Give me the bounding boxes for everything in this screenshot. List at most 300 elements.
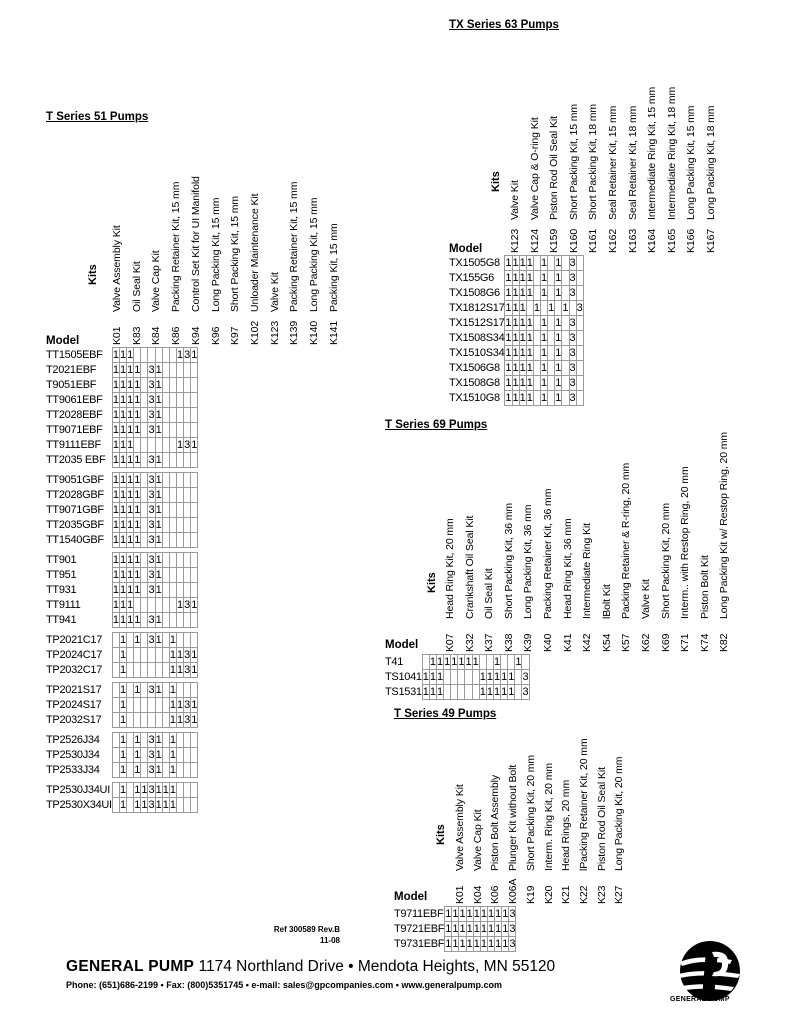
kit-quantity-cell: 1 <box>541 362 548 374</box>
kit-quantity-cell <box>191 453 198 468</box>
kit-quantity-cell: 1 <box>134 764 141 776</box>
kit-description-header: Plunger Kit without Bolt <box>507 764 520 871</box>
kit-quantity-cell <box>141 553 148 568</box>
kit-quantity-cell: 1 <box>512 377 519 389</box>
kit-quantity-cell: 1 <box>155 784 162 796</box>
kit-quantity-cell <box>169 378 176 393</box>
kit-quantity-cell <box>533 331 540 346</box>
kit-quantity-cell: 1 <box>191 714 198 726</box>
kit-quantity-cell: 1 <box>512 302 519 314</box>
kit-quantity-cell <box>548 391 555 406</box>
kit-quantity-cell: 1 <box>176 439 184 451</box>
kit-description-header: Valve Cap Kit <box>150 250 163 312</box>
kit-quantity-cell: 1 <box>134 409 141 421</box>
kit-quantity-cell <box>155 598 162 613</box>
kit-quantity-cell: 1 <box>134 504 141 516</box>
table-row <box>394 937 516 952</box>
kit-quantity-cell <box>141 348 148 363</box>
kit-quantity-cell: 1 <box>429 686 436 698</box>
kit-quantity-cell: 3 <box>148 764 155 776</box>
kit-quantity-cell: 1 <box>519 302 526 314</box>
kit-description-header: Short Packing Kit, 20 mm <box>524 754 537 871</box>
kit-quantity-cell: 3 <box>148 734 155 746</box>
t51-kits-label: Kits <box>87 264 99 285</box>
kit-quantity-cell <box>176 613 183 628</box>
kit-code-header: K01 <box>111 326 123 345</box>
kit-quantity-cell <box>191 783 198 798</box>
table-row <box>46 503 198 518</box>
table-row <box>449 301 583 316</box>
kit-quantity-cell <box>562 391 569 406</box>
kit-quantity-cell <box>576 286 583 301</box>
kit-quantity-cell <box>548 376 555 391</box>
kit-quantity-cell: 1 <box>141 799 148 811</box>
kit-quantity-cell <box>191 378 198 393</box>
kit-quantity-cell: 1 <box>169 784 176 796</box>
kit-quantity-cell <box>191 613 198 628</box>
kit-quantity-cell <box>112 633 119 648</box>
kit-quantity-cell: 1 <box>155 454 162 466</box>
kit-quantity-cell: 1 <box>169 749 176 761</box>
kit-quantity-cell: 1 <box>119 554 127 566</box>
kit-quantity-cell <box>162 438 169 453</box>
kit-quantity-cell <box>169 393 176 408</box>
kit-quantity-cell <box>141 733 148 748</box>
kit-quantity-cell: 1 <box>134 424 141 436</box>
model-number: T9731EBF <box>394 938 445 950</box>
kit-quantity-cell <box>176 503 183 518</box>
tx63-model-label: Model <box>449 243 483 255</box>
kit-quantity-cell: 1 <box>155 764 162 776</box>
table-row <box>46 798 198 813</box>
table-row <box>46 683 198 698</box>
kit-quantity-cell: 1 <box>466 908 473 920</box>
kit-quantity-cell: 1 <box>127 569 134 581</box>
kit-quantity-cell: 1 <box>155 519 162 531</box>
kit-quantity-cell <box>576 346 583 361</box>
kit-quantity-cell <box>176 763 183 778</box>
kit-quantity-cell <box>184 748 191 763</box>
kit-quantity-cell <box>184 783 191 798</box>
kit-quantity-cell: 3 <box>569 377 576 389</box>
kit-quantity-cell: 1 <box>451 656 458 668</box>
kit-quantity-cell: 1 <box>112 409 119 421</box>
kit-quantity-cell: 1 <box>119 764 127 776</box>
t49-kits-label: Kits <box>435 824 447 845</box>
kit-quantity-cell: 3 <box>569 347 576 359</box>
kit-quantity-cell: 1 <box>119 649 127 661</box>
kit-quantity-cell: 3 <box>522 686 529 698</box>
kit-description-header: Long Packing Kit w/ Restop Ring, 20 mm <box>718 431 731 619</box>
kit-description-header: Valve Kit <box>640 579 652 619</box>
kit-quantity-cell <box>576 331 583 346</box>
table-row <box>46 663 198 678</box>
table-row <box>46 473 198 488</box>
model-number: T9051EBF <box>46 379 97 391</box>
kit-quantity-cell <box>541 301 548 316</box>
kit-code-header: K163 <box>626 228 639 253</box>
kit-quantity-cell: 1 <box>487 923 495 935</box>
kit-quantity-cell: 1 <box>512 287 519 299</box>
kit-quantity-cell: 3 <box>148 569 155 581</box>
kit-quantity-cell: 1 <box>505 272 512 284</box>
kit-quantity-cell <box>127 648 134 663</box>
kit-quantity-cell <box>162 518 169 533</box>
kit-quantity-cell: 1 <box>526 317 533 329</box>
kit-code-header: K102 <box>248 320 261 345</box>
kit-quantity-cell: 1 <box>458 656 465 668</box>
kit-quantity-cell: 1 <box>191 664 198 676</box>
kit-quantity-cell <box>141 748 148 763</box>
kit-quantity-cell: 1 <box>541 257 548 269</box>
kit-quantity-cell: 1 <box>169 664 176 676</box>
kit-description-header: Piston Bolt Kit <box>698 555 711 619</box>
kit-quantity-cell <box>569 301 576 316</box>
kit-quantity-cell <box>169 533 176 548</box>
model-number: TT9051GBF <box>46 474 104 486</box>
kit-quantity-cell: 3 <box>148 784 155 796</box>
kit-quantity-cell <box>548 316 555 331</box>
kit-quantity-cell: 1 <box>480 908 487 920</box>
kit-quantity-cell <box>191 393 198 408</box>
kit-quantity-cell: 1 <box>459 908 466 920</box>
kit-quantity-cell <box>562 316 569 331</box>
kit-description-header: Short Packing Kit, 20 mm <box>659 502 672 619</box>
model-number: TP2021C17 <box>46 634 103 646</box>
table-row <box>449 391 583 406</box>
kit-quantity-cell: 1 <box>112 424 119 436</box>
model-number: TP2530J34 <box>46 749 100 761</box>
kit-description-header: Valve Cap Kit <box>471 809 484 871</box>
kit-quantity-cell <box>141 598 148 613</box>
kit-description-header: Short Packing Kit, 15 mm <box>229 195 242 312</box>
kit-code-header: K42 <box>581 633 594 652</box>
kit-quantity-cell <box>169 453 176 468</box>
model-number: TT951 <box>46 569 77 581</box>
kit-quantity-cell: 3 <box>148 554 155 566</box>
kit-quantity-cell <box>148 713 155 728</box>
model-number: TP2032C17 <box>46 664 103 676</box>
kit-quantity-cell: 1 <box>134 634 141 646</box>
kit-quantity-cell <box>134 438 141 453</box>
kit-description-header: Piston Bolt Assembly <box>489 774 502 871</box>
model-number: TT9071EBF <box>46 424 103 436</box>
kit-quantity-cell <box>112 713 119 728</box>
kit-quantity-cell: 3 <box>148 799 155 811</box>
model-number: TT1540GBF <box>46 534 104 546</box>
kit-quantity-cell: 1 <box>526 377 533 389</box>
kit-quantity-cell <box>176 583 183 598</box>
kit-quantity-cell: 1 <box>465 656 472 668</box>
kit-quantity-cell <box>141 583 148 598</box>
table-row <box>46 423 198 438</box>
table-row <box>46 568 198 583</box>
kit-quantity-cell <box>169 503 176 518</box>
kit-code-header: K124 <box>528 228 541 253</box>
kit-quantity-cell: 1 <box>155 734 162 746</box>
reference-number <box>230 924 340 946</box>
table-row <box>46 553 198 568</box>
kit-quantity-cell: 1 <box>505 302 512 314</box>
kit-quantity-cell: 1 <box>519 287 526 299</box>
kit-quantity-cell: 1 <box>134 379 141 391</box>
kit-quantity-cell: 1 <box>444 656 451 668</box>
table-row <box>449 256 583 271</box>
kit-quantity-cell <box>162 748 169 763</box>
kit-quantity-cell: 1 <box>479 686 486 698</box>
kit-quantity-cell <box>162 698 169 713</box>
kit-quantity-cell: 1 <box>486 671 493 683</box>
kit-quantity-cell: 1 <box>526 362 533 374</box>
table-row <box>46 533 198 548</box>
kit-quantity-cell: 1 <box>112 599 119 611</box>
table-row <box>46 633 198 648</box>
kit-description-header: Seal Retainer Kit, 18 mm <box>626 105 639 220</box>
table-row <box>394 922 516 937</box>
contact-line: Phone: (651)686-2199 • Fax: (800)5351745 • e-mail: sales@gpcompanies.com • www.generalpump.com <box>66 980 503 990</box>
kit-quantity-cell <box>169 348 176 363</box>
kit-description-header: Interm. Ring Kit, 20 mm <box>542 763 555 871</box>
kit-quantity-cell: 1 <box>526 257 533 269</box>
kit-quantity-cell: 1 <box>155 684 162 696</box>
kit-description-header: Packing Retainer & R-ring, 20 mm <box>620 462 633 619</box>
kit-quantity-cell <box>176 683 183 698</box>
kit-quantity-cell <box>162 613 169 628</box>
kit-quantity-cell: 1 <box>502 938 509 950</box>
kit-quantity-cell <box>141 363 148 378</box>
kit-quantity-cell <box>169 568 176 583</box>
model-number: TT901 <box>46 554 77 566</box>
kit-quantity-cell: 1 <box>541 287 548 299</box>
kit-quantity-cell: 3 <box>184 349 191 361</box>
kit-quantity-cell: 1 <box>512 272 519 284</box>
kit-quantity-cell <box>576 361 583 376</box>
kit-quantity-cell: 1 <box>555 287 562 299</box>
kit-quantity-cell <box>465 685 472 700</box>
kit-quantity-cell: 1 <box>155 504 162 516</box>
kit-quantity-cell: 1 <box>127 394 134 406</box>
kit-code-header: K83 <box>130 326 143 345</box>
kit-quantity-cell: 1 <box>169 799 176 811</box>
kit-description-header: Valve Kit <box>268 272 281 312</box>
kit-quantity-cell: 1 <box>555 332 562 344</box>
kit-quantity-cell <box>191 363 198 378</box>
kit-description-header: Valve Assembly Kit <box>454 784 466 871</box>
kit-quantity-cell: 1 <box>155 489 162 501</box>
kit-quantity-cell: 1 <box>127 349 134 361</box>
kit-quantity-cell <box>127 633 134 648</box>
kit-quantity-cell <box>184 553 191 568</box>
kit-quantity-cell <box>112 763 119 778</box>
kit-quantity-cell: 1 <box>176 649 184 661</box>
kit-quantity-cell: 1 <box>169 649 176 661</box>
kit-quantity-cell <box>562 361 569 376</box>
kit-quantity-cell: 1 <box>155 534 162 546</box>
kit-quantity-cell: 1 <box>119 409 127 421</box>
kit-quantity-cell: 1 <box>119 379 127 391</box>
kit-quantity-cell <box>184 583 191 598</box>
kit-quantity-cell: 1 <box>162 784 169 796</box>
kit-quantity-cell: 1 <box>445 908 452 920</box>
kit-code-header: K96 <box>209 326 222 345</box>
kit-description-header: Short Packing Kit, 18 mm <box>587 103 600 220</box>
kit-quantity-cell <box>162 503 169 518</box>
kit-quantity-cell: 1 <box>112 439 119 451</box>
kit-quantity-cell <box>184 613 191 628</box>
kit-quantity-cell: 1 <box>505 377 512 389</box>
kit-quantity-cell: 1 <box>505 392 512 404</box>
kit-quantity-cell <box>576 391 583 406</box>
kit-quantity-cell: 1 <box>112 474 119 486</box>
kit-quantity-cell: 1 <box>191 599 198 611</box>
kit-description-header: Long Packing Kit, 15 mm <box>308 197 320 312</box>
kit-quantity-cell <box>479 655 486 670</box>
kit-quantity-cell <box>169 408 176 423</box>
kit-quantity-cell <box>576 271 583 286</box>
kit-quantity-cell <box>141 683 148 698</box>
kit-quantity-cell: 1 <box>119 504 127 516</box>
kit-quantity-cell: 1 <box>191 649 198 661</box>
kit-quantity-cell: 1 <box>119 714 127 726</box>
kit-quantity-cell <box>533 256 540 271</box>
kit-quantity-cell <box>127 713 134 728</box>
kit-quantity-cell <box>184 683 191 698</box>
kit-quantity-cell: 1 <box>526 332 533 344</box>
model-number: T2021EBF <box>46 364 97 376</box>
t69-kits-label: Kits <box>426 572 438 593</box>
kit-quantity-cell <box>191 568 198 583</box>
kit-quantity-cell: 1 <box>505 332 512 344</box>
kit-code-header: K123 <box>268 320 281 345</box>
kit-quantity-cell: 1 <box>508 686 515 698</box>
kit-quantity-cell: 1 <box>127 504 134 516</box>
kit-quantity-cell <box>176 798 183 813</box>
kit-quantity-cell <box>148 663 155 678</box>
kit-quantity-cell: 1 <box>119 454 127 466</box>
kit-code-header: K162 <box>607 228 619 253</box>
t69-model-label: Model <box>385 639 419 651</box>
kit-quantity-cell <box>486 655 493 670</box>
kit-quantity-cell <box>184 568 191 583</box>
model-number: TS1041 <box>385 671 422 683</box>
kit-quantity-cell: 1 <box>555 317 562 329</box>
kit-quantity-cell: 1 <box>112 454 119 466</box>
kit-quantity-cell: 1 <box>134 614 141 626</box>
kit-code-header: K27 <box>613 885 626 904</box>
kit-quantity-cell: 1 <box>134 554 141 566</box>
kit-quantity-cell: 1 <box>112 584 119 596</box>
kit-quantity-cell <box>112 698 119 713</box>
kit-quantity-cell: 3 <box>569 362 576 374</box>
kit-quantity-cell: 1 <box>555 272 562 284</box>
kit-quantity-cell <box>184 533 191 548</box>
kit-description-header: Packing Retainer Kit, 15 mm <box>288 181 301 312</box>
kit-code-header: K40 <box>542 633 554 652</box>
kit-quantity-cell: 1 <box>141 784 148 796</box>
kit-description-header: Interm.. with Restop Ring, 20 mm <box>679 466 692 619</box>
kit-quantity-cell: 1 <box>119 584 127 596</box>
kit-code-header: K165 <box>665 228 678 253</box>
kit-quantity-cell <box>169 613 176 628</box>
kit-quantity-cell: 1 <box>176 714 184 726</box>
kit-quantity-cell: 1 <box>127 534 134 546</box>
kit-quantity-cell <box>533 361 540 376</box>
kit-quantity-cell <box>141 763 148 778</box>
kit-quantity-cell: 3 <box>148 424 155 436</box>
kit-quantity-cell <box>533 271 540 286</box>
kit-quantity-cell: 1 <box>169 764 176 776</box>
kit-quantity-cell: 1 <box>555 362 562 374</box>
kit-quantity-cell: 1 <box>526 347 533 359</box>
model-number: TT931 <box>46 584 77 596</box>
kit-quantity-cell <box>184 473 191 488</box>
kit-quantity-cell <box>162 553 169 568</box>
kit-quantity-cell <box>458 685 465 700</box>
kit-quantity-cell: 1 <box>512 392 519 404</box>
kit-quantity-cell <box>148 698 155 713</box>
kit-code-header: K69 <box>659 633 672 652</box>
kit-quantity-cell: 3 <box>576 302 583 314</box>
kit-quantity-cell: 1 <box>526 287 533 299</box>
model-number: TT9071GBF <box>46 504 104 516</box>
kit-quantity-cell: 1 <box>127 489 134 501</box>
kit-quantity-cell <box>127 798 134 813</box>
kit-quantity-cell: 1 <box>502 908 509 920</box>
kit-quantity-cell: 1 <box>505 362 512 374</box>
kit-quantity-cell: 1 <box>119 364 127 376</box>
kit-code-header: K06 <box>489 885 502 904</box>
kit-description-header: Seal Retainer Kit, 15 mm <box>607 105 619 220</box>
kit-quantity-cell <box>562 331 569 346</box>
kit-quantity-cell: 3 <box>148 684 155 696</box>
model-number: TT9061EBF <box>46 394 103 406</box>
kit-quantity-cell: 1 <box>495 923 502 935</box>
kit-code-header: K20 <box>542 885 555 904</box>
kit-quantity-cell: 1 <box>127 364 134 376</box>
kit-quantity-cell: 3 <box>148 614 155 626</box>
model-number: T9711EBF <box>394 908 444 920</box>
kit-quantity-cell: 1 <box>512 257 519 269</box>
kit-quantity-cell <box>515 685 522 700</box>
kit-quantity-cell <box>112 783 119 798</box>
kit-quantity-cell: 1 <box>155 569 162 581</box>
kit-quantity-cell <box>515 670 522 685</box>
company-name: GENERAL PUMP <box>66 958 195 975</box>
t49-model-label: Model <box>394 891 428 903</box>
kit-quantity-cell: 1 <box>555 257 562 269</box>
kit-quantity-cell: 1 <box>119 439 127 451</box>
kit-quantity-cell <box>191 488 198 503</box>
kit-description-header: Packing Retainer Kit, 15 mm <box>170 181 183 312</box>
kit-quantity-cell: 1 <box>519 377 526 389</box>
model-number: TX155G6 <box>449 272 494 284</box>
table-row <box>385 670 529 685</box>
kit-quantity-cell: 1 <box>541 377 548 389</box>
kit-quantity-cell <box>141 378 148 393</box>
kit-quantity-cell: 1 <box>436 686 444 698</box>
t49-title: T Series 49 Pumps <box>394 708 497 720</box>
kit-quantity-cell <box>576 316 583 331</box>
kit-quantity-cell <box>162 408 169 423</box>
kit-description-header: Short Packing Kit, 15 mm <box>567 103 580 220</box>
kit-quantity-cell: 1 <box>112 519 119 531</box>
kit-quantity-cell: 1 <box>112 614 119 626</box>
kit-quantity-cell: 1 <box>526 272 533 284</box>
kit-quantity-cell: 3 <box>148 364 155 376</box>
kit-quantity-cell: 1 <box>127 474 134 486</box>
kit-quantity-cell: 1 <box>169 699 176 711</box>
kit-quantity-cell: 1 <box>541 347 548 359</box>
